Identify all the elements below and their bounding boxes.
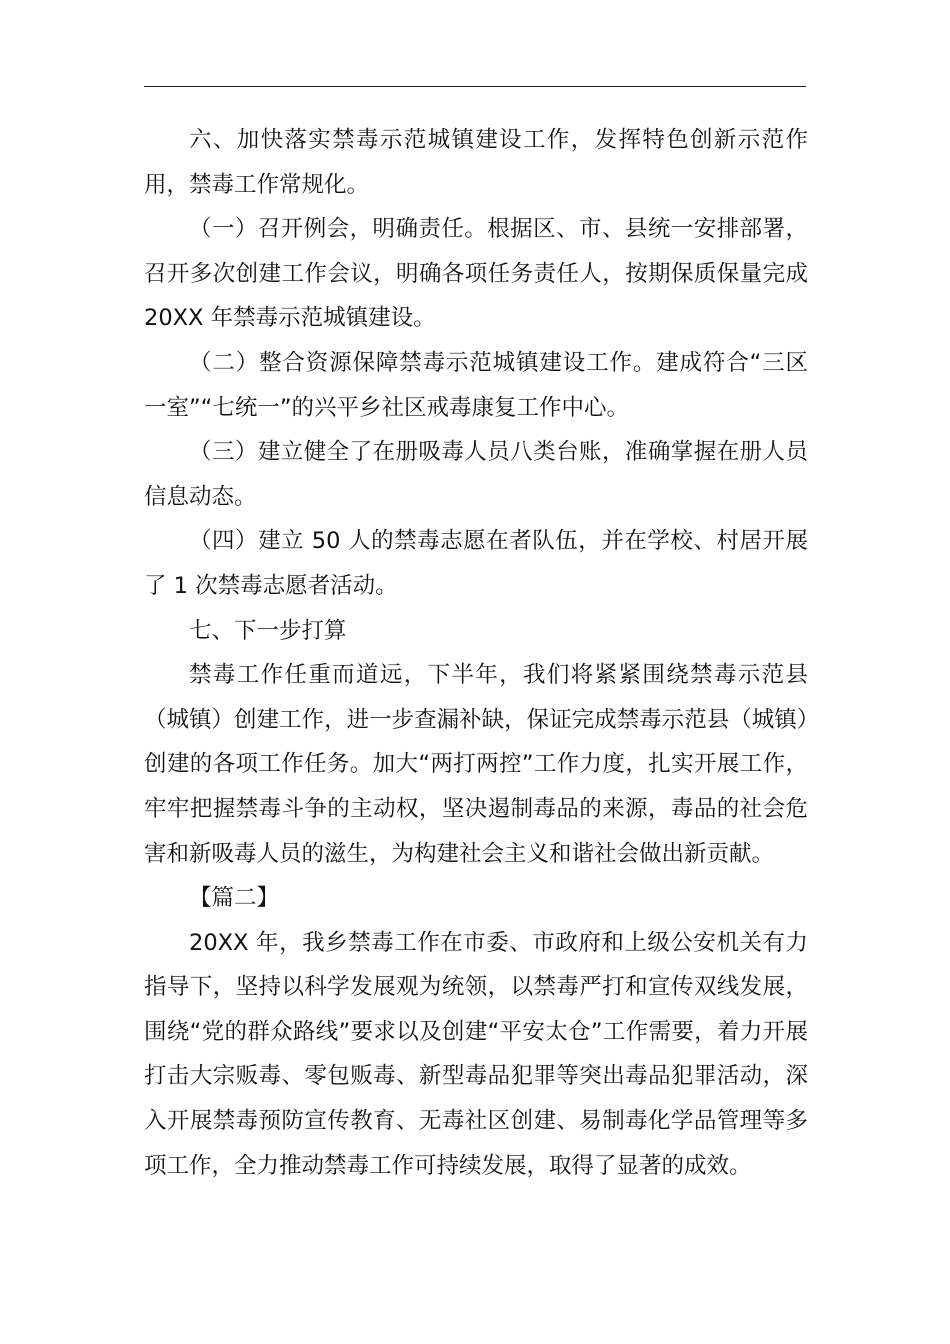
paragraph-item-four: （四）建立 50 人的禁毒志愿在者队伍，并在学校、村居开展了 1 次禁毒志愿者活动。 — [144, 528, 808, 599]
paragraph-part-two-intro: 20XX 年，我乡禁毒工作在市委、市政府和上级公安机关有力指导下，坚持以科学发展观为统领，以禁毒严打和宣传双线发展，围绕“党的群众路线”要求以及创建“平安太仓”工作需要，着力开展打击大宗贩毒、零包贩毒、新型毒品犯罪等突出毒品犯罪活动，深入开展禁毒预防宣传教育、无毒社区创建、易制毒化学品管理等多项工作，全力推动禁毒工作可持续发展，取得了显著的成效。 — [144, 929, 808, 1179]
document-body — [144, 118, 816, 1188]
section-heading-six: 六、加快落实禁毒示范城镇建设工作，发挥特色创新示范作用，禁毒工作常规化。 — [144, 127, 808, 198]
part-two-heading: 【篇二】 — [189, 885, 280, 912]
paragraph-next-steps: 禁毒工作任重而道远，下半年，我们将紧紧围绕禁毒示范县（城镇）创建工作，进一步查漏补缺，保证完成禁毒示范县（城镇）创建的各项工作任务。加大“两打两控”工作力度，扎实开展工作，牢牢把握禁毒斗争的主动权，坚决遏制毒品的来源，毒品的社会危害和新吸毒人员的滋生，为构建社会主义和谐社会做出新贡献。 — [144, 662, 808, 867]
paragraph-item-three: （三）建立健全了在册吸毒人员八类台账，准确掌握在册人员信息动态。 — [144, 439, 808, 510]
paragraph-item-one: （一）召开例会，明确责任。根据区、市、县统一安排部署，召开多次创建工作会议，明确各项任务责任人，按期保质保量完成 20XX 年禁毒示范城镇建设。 — [144, 216, 816, 332]
paragraph-item-two: （二）整合资源保障禁毒示范城镇建设工作。建成符合“三区一室”“七统一”的兴平乡社区戒毒康复工作中心。 — [144, 349, 808, 421]
header-rule — [144, 86, 806, 87]
section-heading-seven: 七、下一步打算 — [189, 617, 347, 644]
